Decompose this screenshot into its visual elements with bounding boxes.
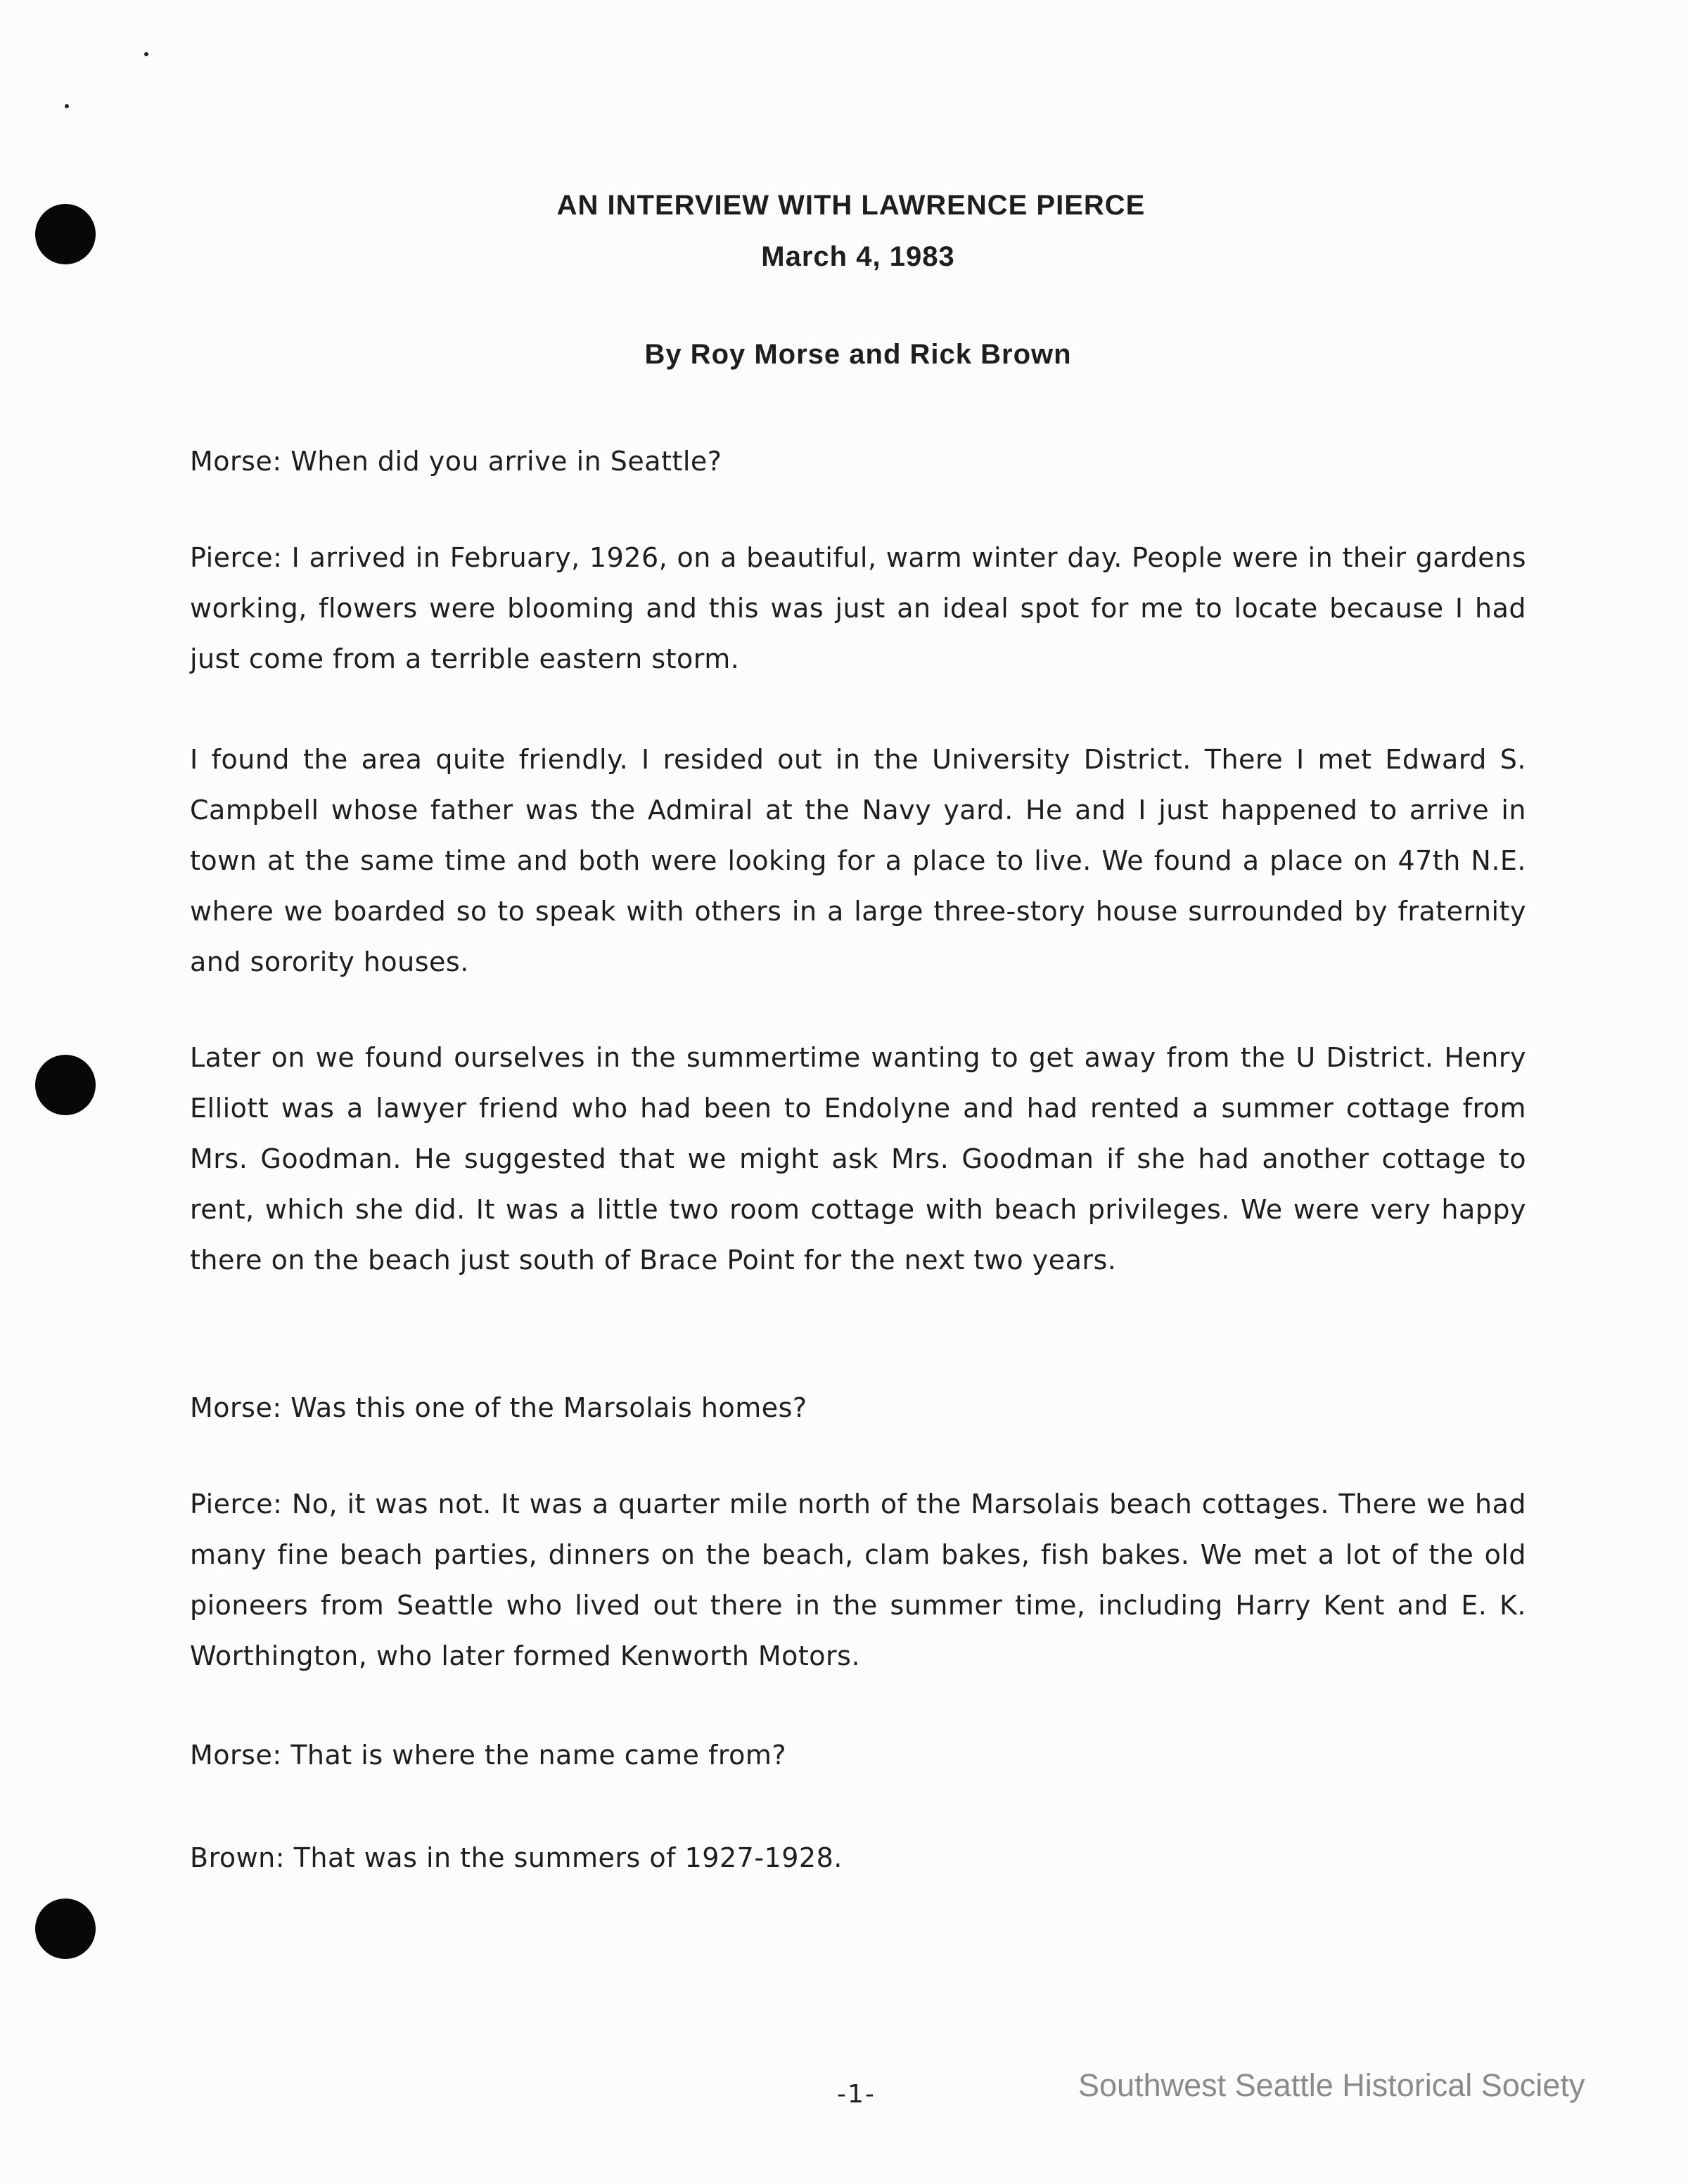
scan-speck xyxy=(144,52,148,56)
document-date: March 4, 1983 xyxy=(761,241,955,272)
punch-hole xyxy=(35,1055,96,1115)
document-title: AN INTERVIEW WITH LAWRENCE PIERCE xyxy=(556,190,1146,221)
paragraph-pierce-arrival: Pierce: I arrived in February, 1926, on a beautiful, warm winter day. People were in their gardens working, flowers were blooming and this was just an ideal spot for me to locate because I had just come from a terrible eastern storm. xyxy=(190,542,1526,674)
scan-speck xyxy=(65,104,69,108)
paragraph-pierce-beach-parties: Pierce: No, it was not. It was a quarter mile north of the Marsolais beach cottages. There we had many fine beach parties, dinners on the beach, clam bakes, fish bakes. We met a lot of the old pioneers from Seattle who lived out there in the summer time, including Harry Kent and E. K. Worthington, who later formed Kenworth Motors. xyxy=(190,1489,1526,1671)
paragraph-university-district: I found the area quite friendly. I resided out in the University District. There I met Edward S. Campbell whose father was the Admiral at the Navy yard. He and I just happened to arrive in town at the same time and both were looking for a place to live. We found a place on 47th N.E. where we boarded so to speak with others in a large three-story house surrounded by fraternity and sorority houses. xyxy=(190,744,1526,977)
paragraph-morse-question-1: Morse: When did you arrive in Seattle? xyxy=(190,446,722,477)
watermark: Southwest Seattle Historical Society xyxy=(1078,2067,1585,2103)
paragraph-morse-question-2: Morse: Was this one of the Marsolais homes? xyxy=(190,1392,807,1423)
document-authors: By Roy Morse and Rick Brown xyxy=(644,339,1072,370)
paragraph-morse-question-3: Morse: That is where the name came from? xyxy=(190,1740,787,1771)
paragraph-brown-answer: Brown: That was in the summers of 1927-1928. xyxy=(190,1842,843,1873)
page-number: -1- xyxy=(837,2080,876,2109)
paragraph-summer-cottage: Later on we found ourselves in the summertime wanting to get away from the U District. Henry Elliott was a lawyer friend who had been to Endolyne and had rented a summer cottage from Mrs. Goodman. He suggested that we might ask Mrs. Goodman if she had another cottage to rent, which she did. It was a little two room cottage with beach privileges. We were very happy there on the beach just south of Brace Point for the next two years. xyxy=(190,1042,1526,1276)
punch-hole xyxy=(35,1899,96,1959)
